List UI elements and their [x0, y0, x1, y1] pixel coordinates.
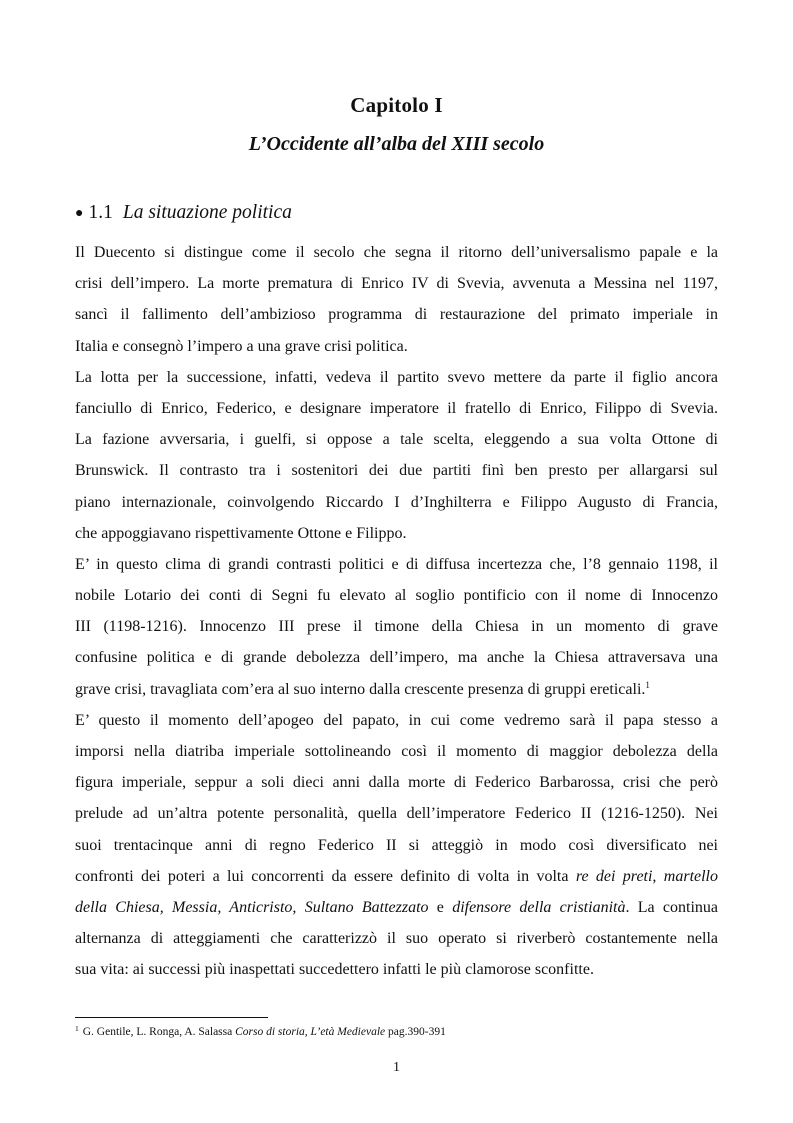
text-line-mixed [75, 892, 718, 923]
page-number: 1 [393, 1060, 400, 1075]
text-line: alternanza di atteggiamenti che caratterizzò il suo operato si riverberò costantemente nella [75, 930, 718, 948]
text-line: crisi dell’impero. La morte prematura di Enrico IV di Svevia, avvenuta a Messina nel 1197, [75, 275, 718, 293]
text-line: III (1198-1216). Innocenzo III prese il timone della Chiesa in un momento di grave [75, 618, 718, 636]
footnote-reference[interactable]: 1 [645, 679, 650, 690]
footnote-book-title: Corso di storia, L’età Medievale [235, 1026, 386, 1038]
text-line: prelude ad un’altra potente personalità, quella dell’imperatore Federico II (1216-1250). Nei [75, 805, 718, 823]
body-text [75, 237, 718, 986]
text-line: imporsi nella diatriba imperiale sottolineando così il momento di maggior debolezza della [75, 743, 718, 760]
italic-epithet: difensore della cristianità [452, 898, 626, 916]
footnote-pages: pag.390-391 [385, 1026, 446, 1038]
text-line: E’ questo il momento dell’apogeo del papato, in cui come vedremo sarà il papa stesso a [75, 711, 718, 729]
text-line: La lotta per la successione, infatti, vedeva il partito svevo mettere da parte il figlio ancora [75, 368, 718, 386]
text-connector: e [428, 898, 453, 916]
section-number: 1.1 [88, 202, 113, 223]
footnote-divider [75, 1017, 268, 1018]
chapter-subtitle: L’Occidente all’alba del XIII secolo [248, 133, 545, 155]
section-title: La situazione politica [122, 202, 292, 223]
chapter-title: Capitolo I [350, 93, 443, 117]
text-line: figura imperiale, seppur a soli dieci anni dalla morte di Federico Barbarossa, crisi che però [75, 774, 718, 792]
italic-epithets: re dei preti, martello [575, 867, 719, 885]
text-line-end: . La continua [625, 898, 718, 916]
text-line: sua vita: ai successi più inaspettati succedettero infatti le più clamorose sconfitte. [75, 961, 594, 979]
section-heading [75, 202, 292, 224]
text-line: Italia e consegnò l’impero a una grave crisi politica. [75, 337, 408, 355]
text-line-content: confronti dei poteri a lui concorrenti da essere definito di volta in volta [75, 867, 576, 885]
footnote [75, 1026, 446, 1038]
text-line: confusine politica e di grande debolezza dell’impero, ma anche la Chiesa attraversava una [75, 649, 718, 667]
text-line-mixed [75, 861, 718, 892]
text-line: piano internazionale, coinvolgendo Riccardo I d’Inghilterra e Filippo Augusto di Francia, [75, 493, 718, 511]
text-line: sancì il fallimento dell’ambizioso programma di restaurazione del primato imperiale in [75, 306, 718, 324]
text-line: La fazione avversaria, i guelfi, si oppose a tale scelta, eleggendo a sua volta Ottone di [75, 431, 718, 449]
text-line: Brunswick. Il contrasto tra i sostenitori dei due partiti finì ben presto per allargarsi sul [75, 462, 718, 480]
text-line: che appoggiavano rispettivamente Ottone e Filippo. [75, 524, 407, 542]
italic-epithets: della Chiesa, Messia, Anticristo, Sultano Battezzato [75, 898, 429, 916]
text-line: Il Duecento si distingue come il secolo che segna il ritorno dell’universalismo papale e la [75, 244, 718, 261]
text-line: fanciullo di Enrico, Federico, e designare imperatore il fratello di Enrico, Filippo di Svevia. [75, 399, 718, 417]
bullet-icon: ● [75, 206, 84, 221]
footnote-authors: G. Gentile, L. Ronga, A. Salassa [82, 1026, 236, 1038]
text-line: suoi trentacinque anni di regno Federico II si atteggiò in modo così diversificato nei [75, 836, 718, 854]
text-line-with-footnote [75, 674, 718, 705]
text-line: E’ in questo clima di grandi contrasti politici e di diffusa incertezza che, l’8 gennaio 1198, il [75, 555, 718, 573]
text-line-content: grave crisi, travagliata com’era al suo interno dalla crescente presenza di gruppi ereticali. [75, 680, 646, 698]
footnote-marker: 1 [75, 1024, 79, 1033]
text-line: nobile Lotario dei conti di Segni fu elevato al soglio pontificio con il nome di Innocenzo [75, 587, 718, 605]
